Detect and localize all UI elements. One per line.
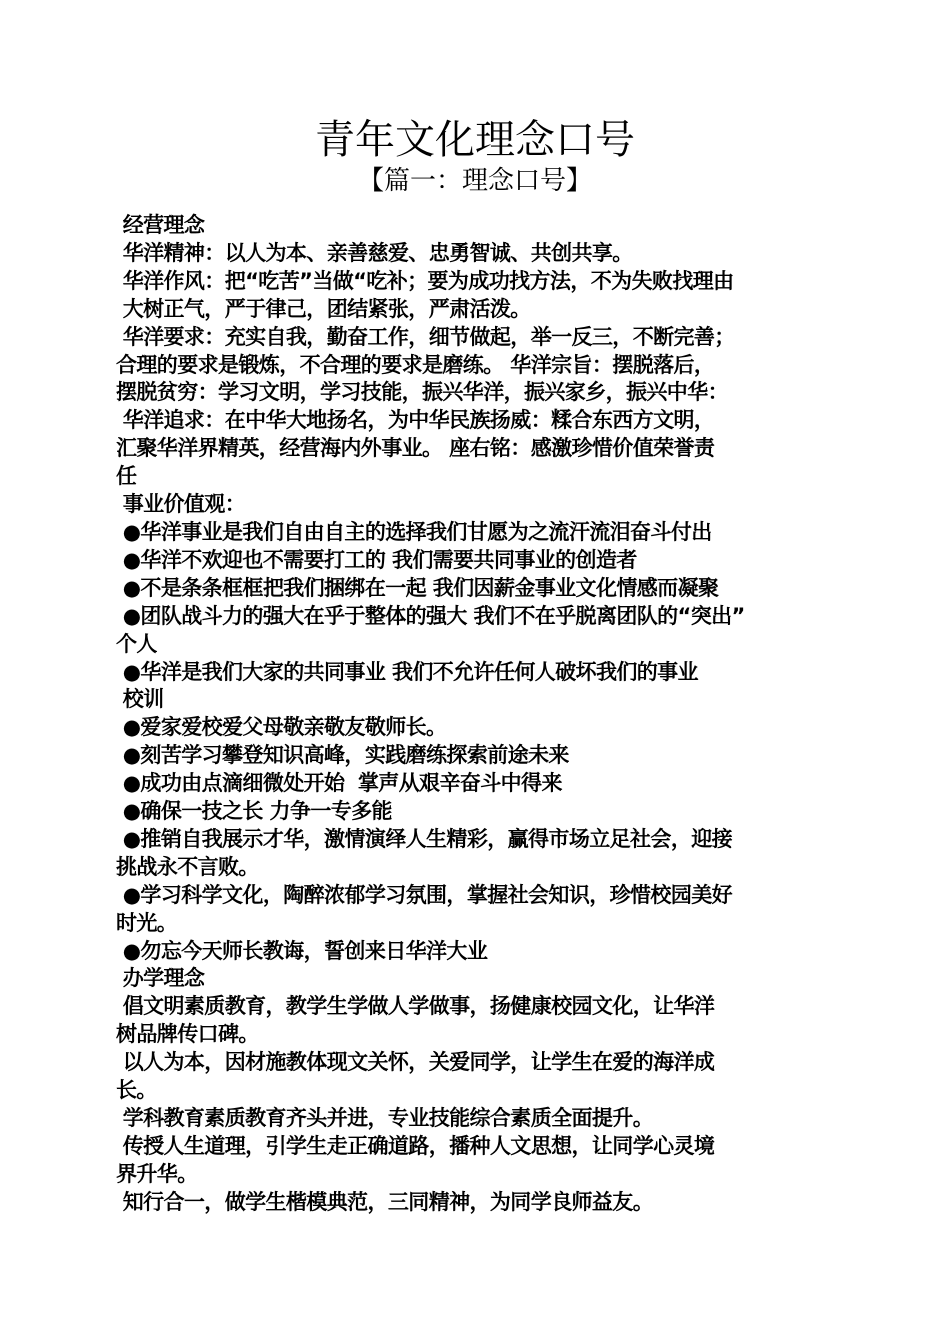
text-line: ●华洋是我们大家的共同事业 我们不允许任何人破坏我们的事业 xyxy=(116,659,698,684)
text-line: 挑战永不言败。 xyxy=(116,854,259,879)
text-line: 摆脱贫穷：学习文明，学习技能，振兴华洋，振兴家乡，振兴中华： xyxy=(116,380,728,405)
text-line: ●不是条条框框把我们捆绑在一起 我们因薪金事业文化情感而凝聚 xyxy=(116,575,719,600)
text-line: 任 xyxy=(116,464,137,489)
text-line: 树品牌传口碑。 xyxy=(116,1022,259,1047)
text-line: 以人为本，因材施教体现文关怀，关爱同学，让学生在爱的海洋成 xyxy=(116,1050,715,1075)
text-line: 华洋追求：在中华大地扬名，为中华民族扬威：糅合东西方文明， xyxy=(116,408,715,433)
text-line: ●确保一技之长 力争一专多能 xyxy=(116,799,392,824)
text-line: 校训 xyxy=(116,687,164,712)
text-line: 华洋要求：充实自我，勤奋工作，细节做起，举一反三，不断完善； xyxy=(116,324,735,349)
text-line: ●推销自我展示才华，激情演绎人生精彩，赢得市场立足社会，迎接 xyxy=(116,826,733,851)
text-line: 大树正气，严于律己，团结紧张，严肃活泼。 xyxy=(116,296,531,321)
text-line: 学科教育素质教育齐头并进，专业技能综合素质全面提升。 xyxy=(116,1106,654,1130)
text-line: ●团队战斗力的强大在乎于整体的强大 我们不在乎脱离团队的“突出” xyxy=(116,603,745,628)
text-line: ●华洋事业是我们自由自主的选择我们甘愿为之流汗流泪奋斗付出 xyxy=(116,519,712,544)
document-subtitle: 【篇一：理念口号】 xyxy=(357,166,592,196)
text-line: 华洋作风：把“吃苦”当做“吃补；要为成功找方法，不为失败找理由 xyxy=(116,268,734,293)
text-line: 知行合一，做学生楷模典范，三同精神，为同学良师益友。 xyxy=(116,1189,654,1214)
text-line: 汇聚华洋界精英，经营海内外事业。 座右铭：感激珍惜价值荣誉责 xyxy=(116,436,715,461)
text-line: ●成功由点滴细微处开始 掌声从艰辛奋斗中得来 xyxy=(116,771,562,796)
text-line: ●华洋不欢迎也不需要打工的 我们需要共同事业的创造者 xyxy=(116,547,637,572)
text-line: 经营理念 xyxy=(116,213,205,237)
text-line: 时光。 xyxy=(116,910,178,935)
text-line: 传授人生道理，引学生走正确道路，播种人文思想，让同学心灵境 xyxy=(116,1133,715,1158)
text-line: ●刻苦学习攀登知识高峰，实践磨练探索前途未来 xyxy=(116,743,569,768)
text-line: 倡文明素质教育，教学生学做人学做事，扬健康校园文化，让华洋 xyxy=(116,994,715,1019)
text-line: 个人 xyxy=(116,631,157,656)
text-line: ●勿忘今天师长教诲，誓创来日华洋大业 xyxy=(116,938,488,963)
text-line: ●爱家爱校爱父母敬亲敬友敬师长。 xyxy=(116,715,447,740)
document-body xyxy=(116,212,836,1217)
text-line: 华洋精神：以人为本、亲善慈爱、忠勇智诚、共创共享。 xyxy=(116,240,633,265)
text-line: 办学理念 xyxy=(116,966,205,991)
text-line: 长。 xyxy=(116,1078,157,1103)
document-title: 青年文化理念口号 xyxy=(315,117,635,163)
text-line: 合理的要求是锻炼，不合理的要求是磨练。 华洋宗旨：摆脱落后， xyxy=(116,352,715,377)
text-line: 事业价值观： xyxy=(116,492,246,517)
text-line: ●学习科学文化，陶醉浓郁学习氛围，掌握社会知识，珍惜校园美好 xyxy=(116,882,733,907)
text-line: 界升华。 xyxy=(116,1161,198,1186)
